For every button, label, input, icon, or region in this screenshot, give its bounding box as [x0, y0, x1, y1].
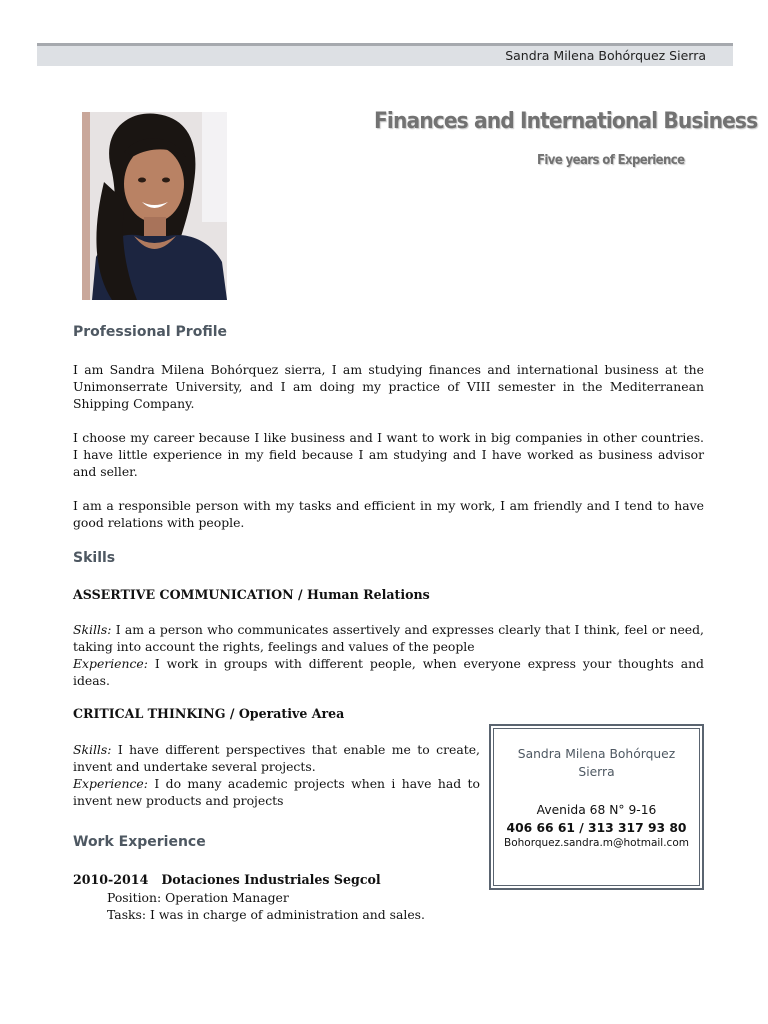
- section-heading-profile: Professional Profile: [73, 324, 227, 340]
- contact-name: Sandra Milena Bohórquez Sierra: [517, 747, 676, 779]
- profile-photo: [82, 112, 227, 300]
- contact-address: Avenida 68 N° 9-16: [536, 803, 657, 817]
- profile-paragraph-3: I am a responsible person with my tasks and efficient in my work, I am friendly and I tend to have good relations with people.: [73, 498, 704, 530]
- contact-phone: 406 66 61 / 313 317 93 80: [506, 821, 687, 835]
- job-heading: [73, 872, 381, 887]
- job-company: Dotaciones Industriales Segcol: [161, 872, 381, 887]
- header-bar: [37, 43, 733, 66]
- skill-1-experience-label: Experience:: [73, 656, 148, 671]
- hero-title: Finances and International Business: [374, 108, 758, 134]
- skill-2-experience-text: I do many academic projects when i have had to invent new products and projects: [73, 776, 480, 808]
- profile-paragraph-2: I choose my career because I like business and I want to work in big companies in other countries. I have little experience in my field because I am studying and I have worked as business advisor and seller.: [73, 430, 704, 479]
- hero-subtitle: Five years of Experience: [537, 153, 685, 168]
- skill-1-skills-text: I am a person who communicates assertively and expresses clearly that I think, feel or need, taking into account the rights, feelings and values of the people: [73, 622, 704, 654]
- section-heading-skills: Skills: [73, 550, 116, 566]
- contact-email[interactable]: Bohorquez.sandra.m@hotmail.com: [504, 837, 689, 849]
- skill-2-skills-label: Skills:: [73, 742, 112, 757]
- skill-1-experience-text: I work in groups with different people, when everyone express your thoughts and ideas.: [73, 656, 704, 688]
- header-name: Sandra Milena Bohórquez Sierra: [505, 48, 706, 63]
- skill-2-experience-label: Experience:: [73, 776, 148, 791]
- skill-1-skills-label: Skills:: [73, 622, 112, 637]
- skill-title-1: ASSERTIVE COMMUNICATION / Human Relations: [73, 587, 430, 602]
- contact-inner: [493, 728, 700, 886]
- skill-title-2: CRITICAL THINKING / Operative Area: [73, 706, 345, 721]
- profile-paragraph-1: I am Sandra Milena Bohórquez sierra, I am studying finances and international business at the Unimonserrate University, and I am doing my practice of VIII semester in the Mediterranean Shipping Company.: [73, 362, 704, 411]
- section-heading-work: Work Experience: [73, 834, 206, 850]
- contact-box: [489, 724, 704, 890]
- skill-1-description: [73, 621, 704, 689]
- job-position: Position: Operation Manager: [107, 890, 289, 905]
- job-years: 2010-2014: [73, 872, 149, 887]
- skill-2-description: [73, 741, 480, 809]
- skill-2-skills-text: I have different perspectives that enable me to create, invent and undertake several projects.: [73, 742, 480, 774]
- job-tasks: Tasks: I was in charge of administration and sales.: [107, 907, 425, 922]
